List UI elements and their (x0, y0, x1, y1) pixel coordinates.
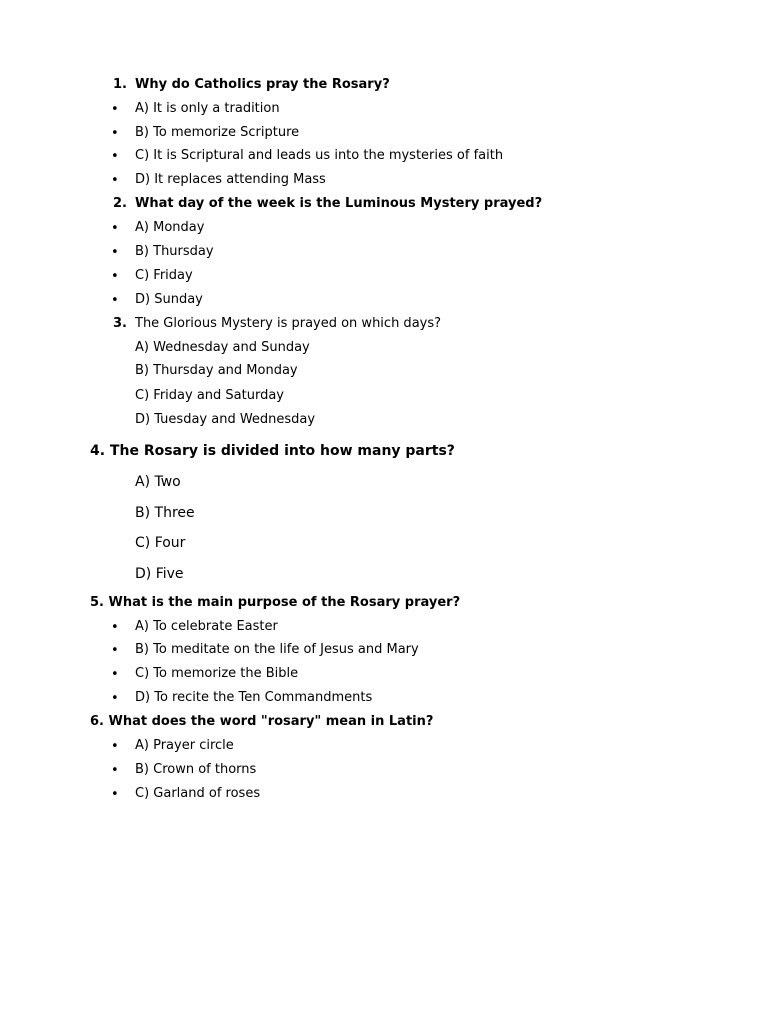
question-3-option-a: A) Wednesday and Sunday (135, 340, 310, 355)
bullet-icon: • (111, 667, 119, 682)
question-3-number: 3. (113, 316, 127, 331)
bullet-icon: • (111, 102, 119, 117)
bullet-icon: • (111, 126, 119, 141)
question-5-option-b: B) To meditate on the life of Jesus and Mary (135, 642, 419, 657)
question-6-option-b: B) Crown of thorns (135, 762, 257, 777)
question-4-option-a: A) Two (135, 474, 181, 490)
question-3-text: The Glorious Mystery is prayed on which days? (135, 316, 442, 331)
question-4-option-c: C) Four (135, 535, 186, 551)
question-2-number: 2. (113, 196, 127, 211)
question-5-text: 5. What is the main purpose of the Rosary prayer? (90, 595, 461, 610)
bullet-icon: • (111, 149, 119, 164)
bullet-icon: • (111, 245, 119, 260)
bullet-icon: • (111, 173, 119, 188)
bullet-icon: • (111, 739, 119, 754)
bullet-icon: • (111, 691, 119, 706)
bullet-icon: • (111, 787, 119, 802)
bullet-icon: • (111, 293, 119, 308)
question-2-option-d: D) Sunday (135, 292, 203, 307)
bullet-icon: • (111, 269, 119, 284)
question-2-option-b: B) Thursday (135, 244, 214, 259)
question-3-option-c: C) Friday and Saturday (135, 388, 284, 403)
question-5-option-d: D) To recite the Ten Commandments (135, 690, 373, 705)
question-1-option-d: D) It replaces attending Mass (135, 172, 326, 187)
question-5-option-a: A) To celebrate Easter (135, 619, 278, 634)
question-3-option-d: D) Tuesday and Wednesday (135, 412, 316, 427)
question-1-option-a: A) It is only a tradition (135, 101, 280, 116)
question-4-option-d: D) Five (135, 566, 184, 582)
question-3-option-b: B) Thursday and Monday (135, 363, 298, 378)
question-4-option-b: B) Three (135, 505, 195, 521)
question-6-text: 6. What does the word "rosary" mean in Latin? (90, 714, 434, 729)
question-6-option-a: A) Prayer circle (135, 738, 234, 753)
question-1-number: 1. (113, 77, 127, 92)
question-5-option-c: C) To memorize the Bible (135, 666, 299, 681)
question-1-text: Why do Catholics pray the Rosary? (135, 77, 390, 92)
bullet-icon: • (111, 763, 119, 778)
question-1-option-b: B) To memorize Scripture (135, 125, 300, 140)
bullet-icon: • (111, 221, 119, 236)
question-1-option-c: C) It is Scriptural and leads us into the mysteries of faith (135, 148, 504, 163)
question-4-text: 4. The Rosary is divided into how many parts? (90, 443, 455, 459)
question-6-option-c: C) Garland of roses (135, 786, 261, 801)
bullet-icon: • (111, 643, 119, 658)
question-2-option-a: A) Monday (135, 220, 205, 235)
bullet-icon: • (111, 620, 119, 635)
question-2-text: What day of the week is the Luminous Mystery prayed? (135, 196, 543, 211)
question-2-option-c: C) Friday (135, 268, 193, 283)
